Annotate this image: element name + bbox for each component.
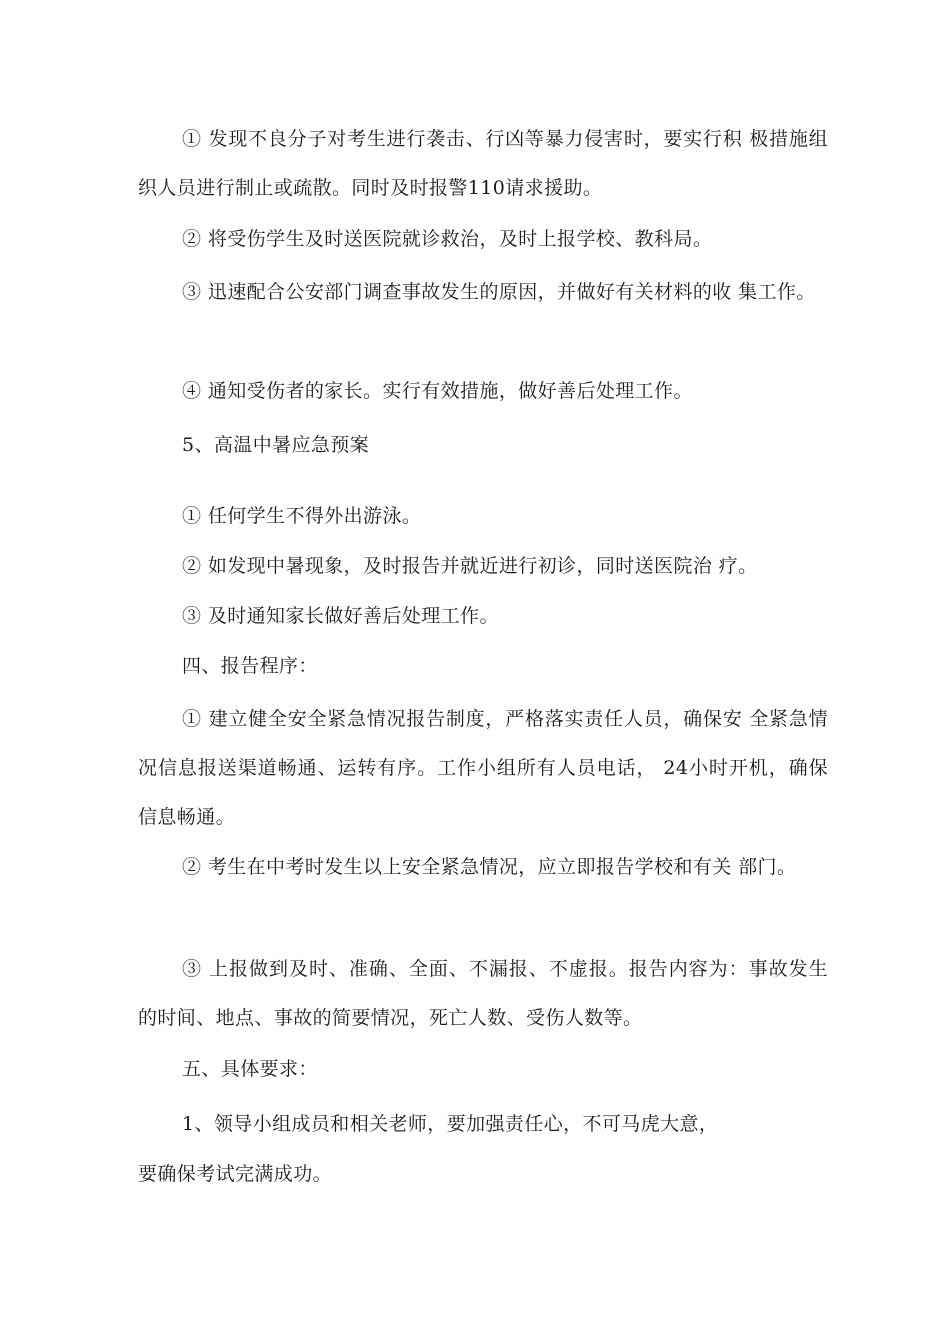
paragraph-report-school: ② 考生在中考时发生以上安全紧急情况，应立即报告学校和有关 部门。 bbox=[182, 856, 797, 878]
section-heading-requirements: 五、具体要求： bbox=[182, 1058, 318, 1080]
paragraph-report-content: ③ 上报做到及时、准确、全面、不漏报、不虚报。报告内容为：事故发生的时间、地点、事故的简要情况，死亡人数、受伤人数等。 bbox=[138, 958, 828, 1029]
section-heading-heatstroke: 5、高温中暑应急预案 bbox=[182, 434, 370, 456]
paragraph-no-swimming: ① 任何学生不得外出游泳。 bbox=[182, 505, 422, 527]
paragraph-heatstroke-report: ② 如发现中暑现象，及时报告并就近进行初诊，同时送医院治 疗。 bbox=[182, 555, 758, 577]
paragraph-leadership-duty: 1、领导小组成员和相关老师，要加强责任心，不可马虎大意， bbox=[182, 1113, 719, 1135]
paragraph-send-hospital: ② 将受伤学生及时送医院就诊救治，及时上报学校、教科局。 bbox=[182, 228, 713, 250]
paragraph-exam-success: 要确保考试完满成功。 bbox=[138, 1163, 333, 1185]
paragraph-report-system: ① 建立健全安全紧急情况报告制度，严格落实责任人员，确保安 全紧急情况信息报送渠道畅通、运转有序。工作小组所有人员电话， 24小时开机，确保信息畅通。 bbox=[138, 708, 828, 828]
paragraph-notify-parents: ④ 通知受伤者的家长。实行有效措施，做好善后处理工作。 bbox=[182, 380, 693, 402]
paragraph-cooperate-police: ③ 迅速配合公安部门调查事故发生的原因，并做好有关材料的收 集工作。 bbox=[182, 281, 816, 303]
section-heading-report-procedure: 四、报告程序： bbox=[182, 655, 318, 677]
paragraph-notify-family: ③ 及时通知家长做好善后处理工作。 bbox=[182, 605, 499, 627]
paragraph-violence-response: ① 发现不良分子对考生进行袭击、行凶等暴力侵害时，要实行积 极措施组织人员进行制止或疏散。同时及时报警110请求援助。 bbox=[138, 128, 828, 199]
